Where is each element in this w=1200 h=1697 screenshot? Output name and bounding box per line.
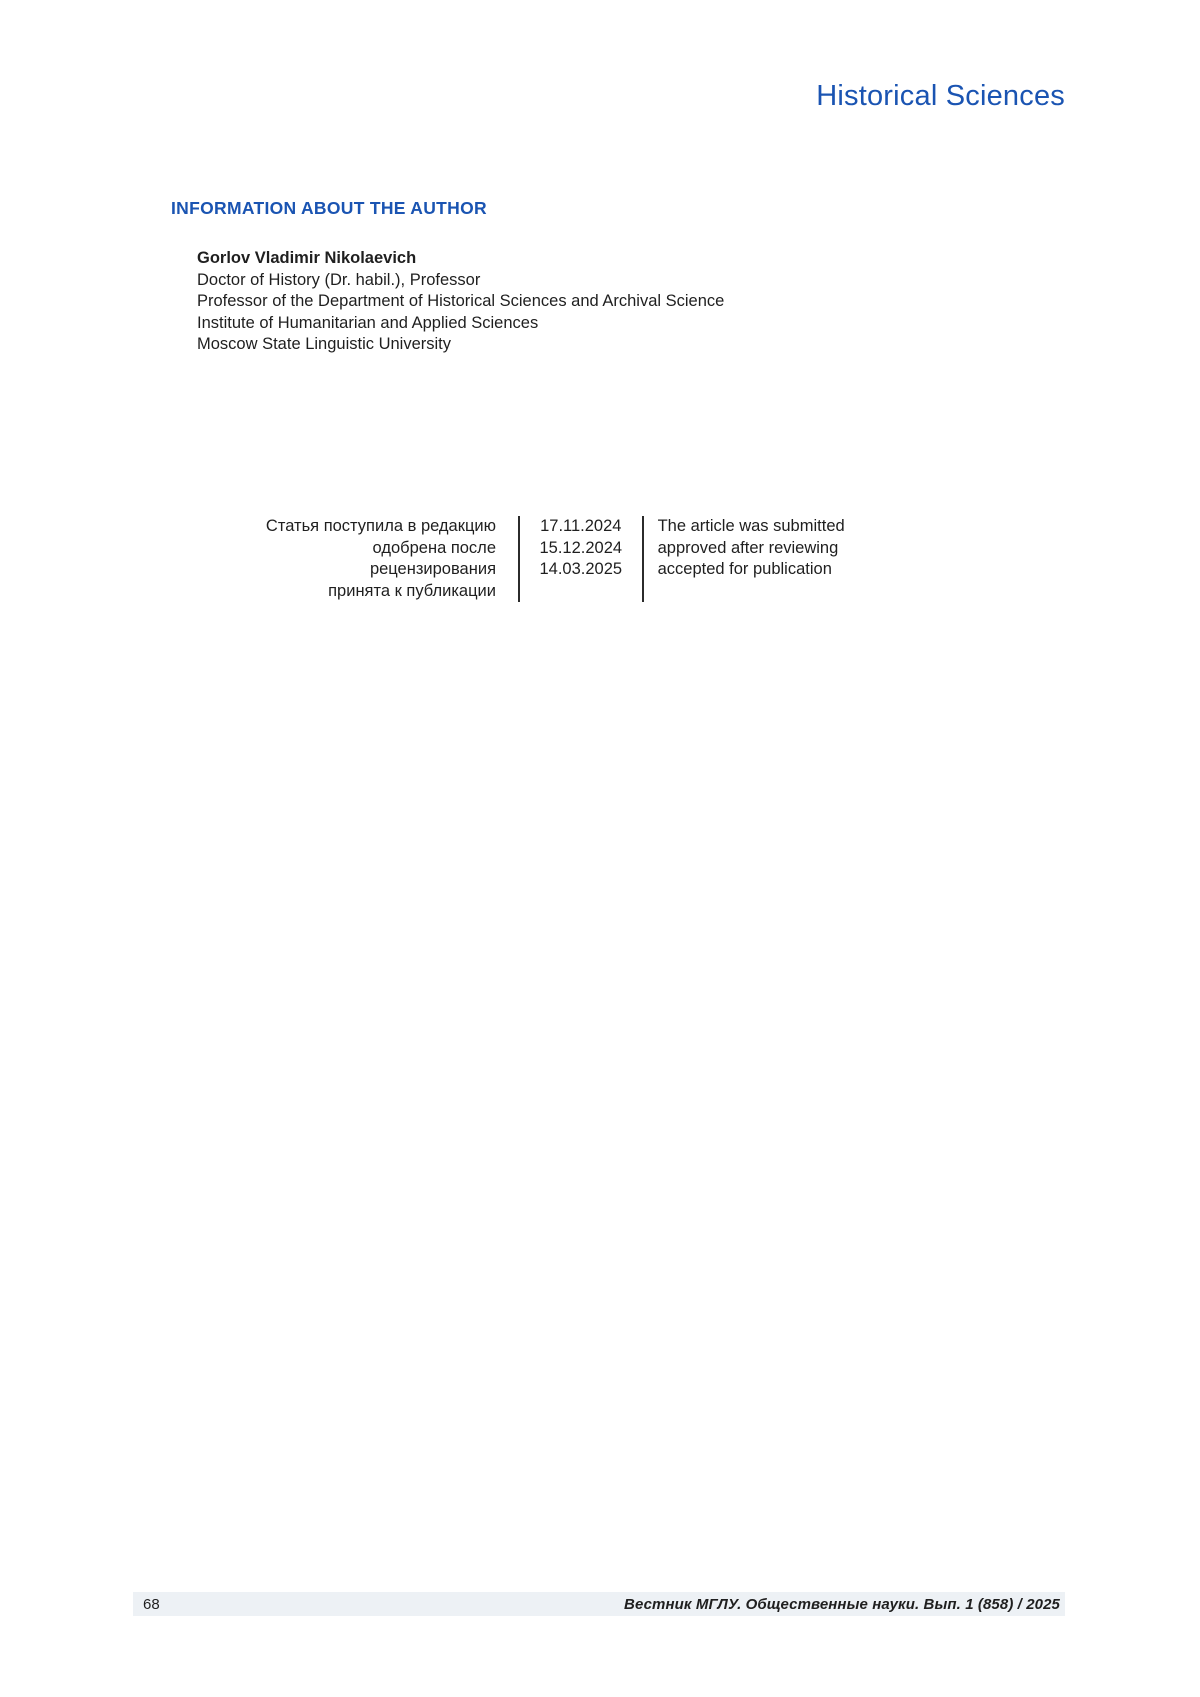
submission-labels-en [644, 516, 845, 602]
submission-label-en-accepted: accepted for publication [657, 560, 832, 578]
author-position: Professor of the Department of Historical Sciences and Archival Science [197, 292, 725, 310]
submission-dates-table [258, 516, 845, 602]
submission-label-en-submitted: The article was submitted [657, 517, 845, 535]
submission-date-accepted: 14.03.2025 [539, 560, 623, 578]
submission-dates [520, 516, 643, 602]
author-university: Moscow State Linguistic University [197, 335, 452, 353]
author-institute: Institute of Humanitarian and Applied Sciences [197, 313, 539, 332]
submission-date-submitted: 17.11.2024 [540, 517, 622, 535]
author-name: Gorlov Vladimir Nikolaevich [197, 249, 417, 267]
footer-bar [133, 1592, 1065, 1616]
journal-title: Вестник МГЛУ. Общественные науки. Вып. 1 (858) / 2025 [624, 1595, 1060, 1613]
submission-label-en-approved: approved after reviewing [657, 538, 839, 557]
submission-label-ru-submitted: Статья поступила в редакцию [265, 517, 496, 535]
submission-date-approved: 15.12.2024 [539, 538, 623, 557]
author-info-block [197, 248, 724, 356]
submission-label-ru-accepted: принята к публикации [328, 581, 496, 600]
section-heading: INFORMATION ABOUT THE AUTHOR [171, 198, 487, 218]
submission-labels-ru [258, 516, 518, 602]
page-number: 68 [143, 1595, 160, 1613]
running-head: Historical Sciences [816, 80, 1065, 112]
submission-label-ru-approved: одобрена после рецензирования [369, 538, 496, 578]
author-degree: Doctor of History (Dr. habil.), Professor [197, 270, 481, 289]
